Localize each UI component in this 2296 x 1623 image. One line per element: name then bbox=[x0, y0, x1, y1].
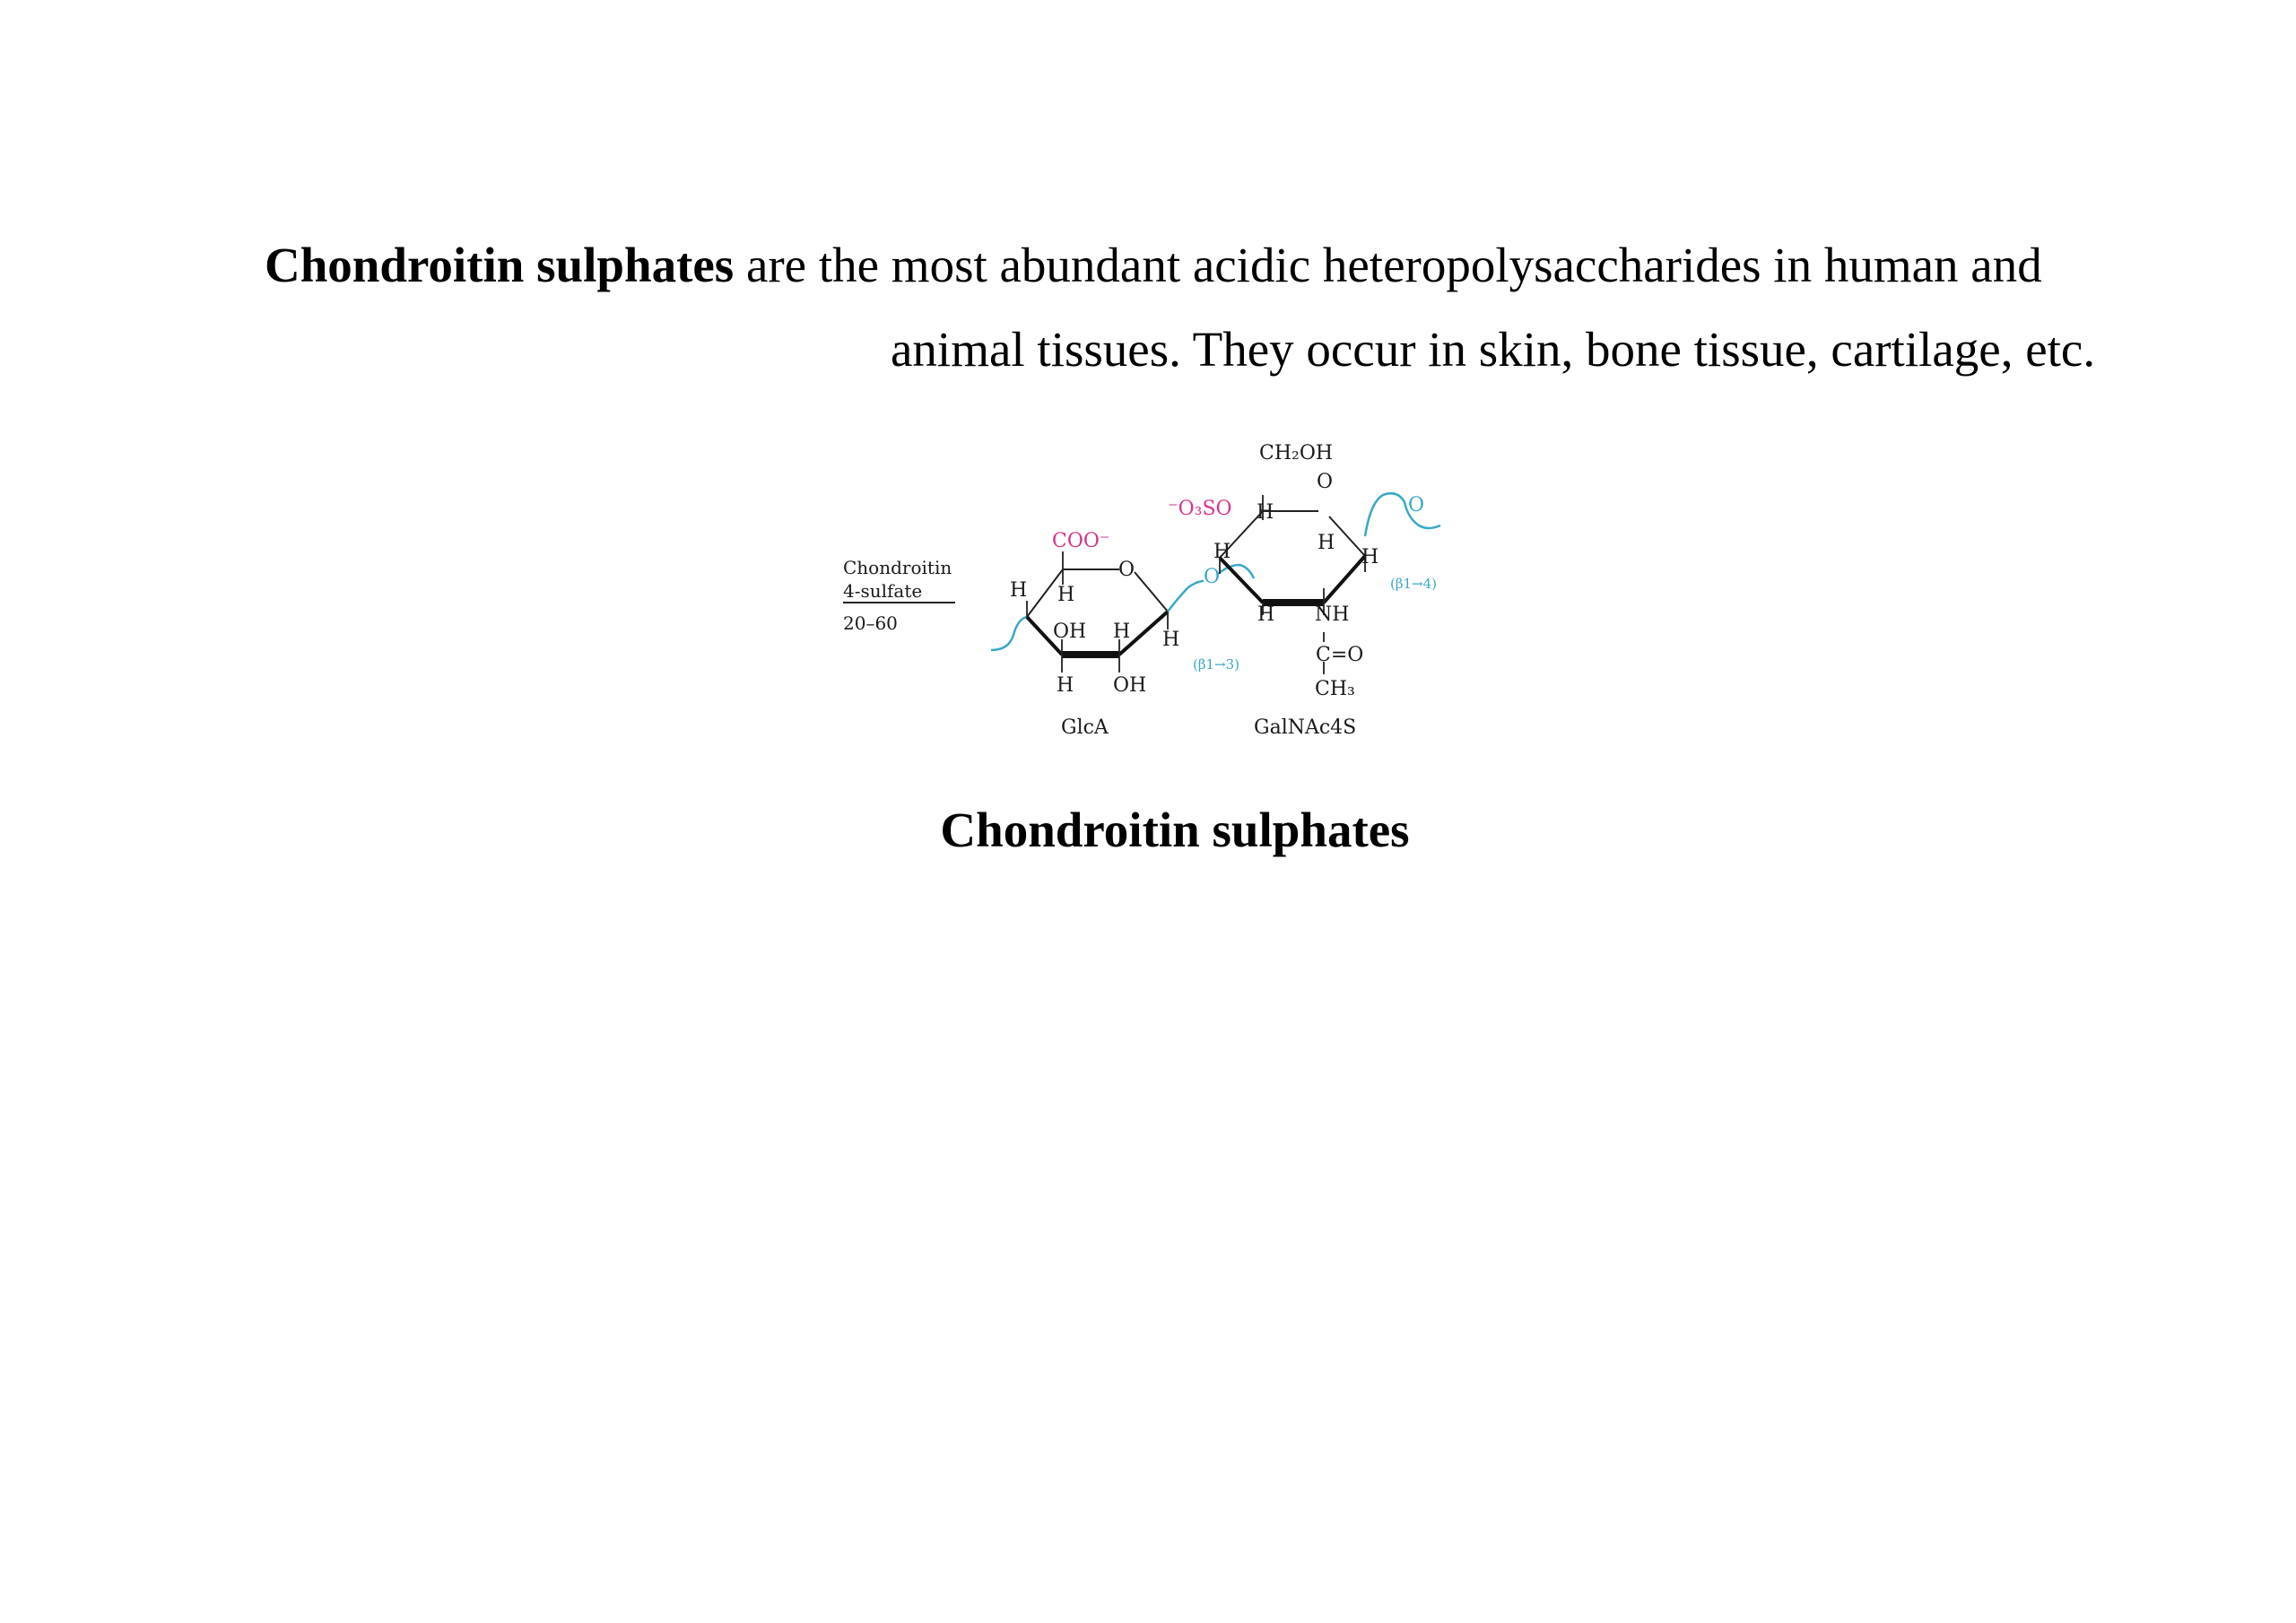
paragraph-line-1 bbox=[265, 240, 2296, 290]
chondroitin-structure-diagram bbox=[834, 430, 1462, 753]
galnac-ring-o: O bbox=[1317, 471, 1334, 493]
galnac-nh: NH bbox=[1315, 603, 1350, 626]
glycosidic-o: O bbox=[1204, 566, 1221, 588]
bold-term: Chondroitin sulphates bbox=[265, 238, 735, 292]
galnac-name: GalNAc4S bbox=[1254, 716, 1357, 739]
glca-h-c4-bottom: H bbox=[1057, 674, 1074, 697]
paragraph-line-1-text: are the most abundant acidic heteropolysaccharides in human and bbox=[734, 238, 2042, 292]
glca-carboxylate: COO⁻ bbox=[1052, 530, 1110, 552]
glca-ring-o: O bbox=[1118, 559, 1135, 581]
glca-ring bbox=[1027, 551, 1168, 673]
polymer-name-line2: 4-sulfate bbox=[843, 580, 923, 602]
galnac-h-c4: H bbox=[1213, 541, 1231, 563]
glca-h-left: H bbox=[1010, 579, 1028, 602]
repeat-count: 20–60 bbox=[843, 612, 898, 634]
polymer-name-line1: Chondroitin bbox=[843, 557, 952, 578]
paragraph-line-2: animal tissues. They occur in skin, bone tissue, cartilage, etc. bbox=[891, 322, 2096, 377]
galnac-methyl: CH₃ bbox=[1315, 678, 1355, 700]
glca-h-c1: H bbox=[1162, 629, 1180, 651]
galnac-h-c3: H bbox=[1257, 603, 1275, 626]
link-beta1-3: (β1→3) bbox=[1193, 656, 1240, 673]
galnac-sulfate: ⁻O₃SO bbox=[1168, 498, 1232, 520]
glca-h-c5: H bbox=[1057, 584, 1075, 606]
galnac-carbonyl: C=O bbox=[1316, 644, 1364, 666]
chain-left bbox=[991, 617, 1027, 650]
galnac-h-c2-top: H bbox=[1318, 532, 1335, 554]
glycosidic-bond-1 bbox=[1168, 581, 1204, 612]
galnac-h-c5: H bbox=[1257, 501, 1274, 524]
glca-oh-c3: OH bbox=[1053, 621, 1087, 643]
galnac-ch2oh: CH₂OH bbox=[1259, 442, 1334, 464]
figure-caption: Chondroitin sulphates bbox=[940, 803, 1410, 857]
glca-h-c2: H bbox=[1113, 621, 1131, 643]
glca-oh-c2-bottom: OH bbox=[1113, 674, 1147, 697]
glca-name: GlcA bbox=[1061, 716, 1109, 739]
chain-right bbox=[1365, 493, 1440, 536]
galnac-h-c1: H bbox=[1361, 546, 1379, 568]
link-beta1-4: (β1→4) bbox=[1390, 576, 1438, 592]
end-o: O bbox=[1408, 494, 1425, 516]
chemical-structure-figure bbox=[834, 430, 1462, 753]
